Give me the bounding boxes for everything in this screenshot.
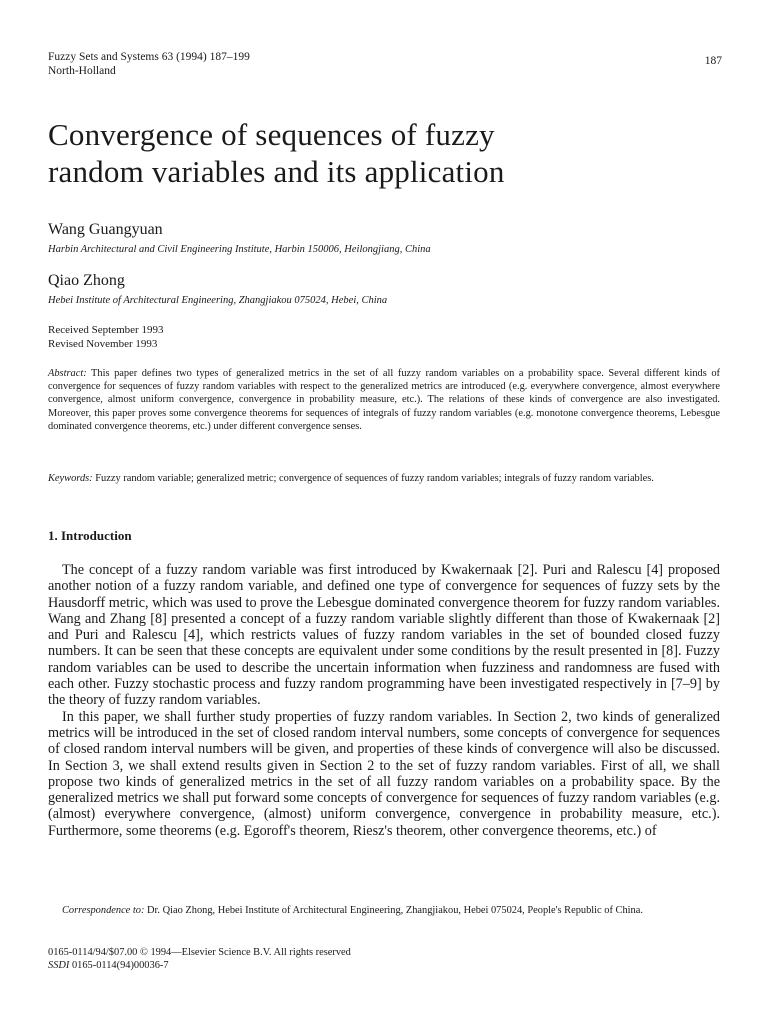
journal-citation: Fuzzy Sets and Systems 63 (1994) 187–199	[48, 51, 250, 63]
abstract	[48, 367, 720, 433]
ssdi-number: 0165-0114(94)00036-7	[71, 960, 169, 972]
ssdi-line	[48, 959, 351, 972]
keywords	[48, 472, 720, 485]
body-paragraph: In this paper, we shall further study properties of fuzzy random variables. In Section 2, two kinds of generalized metrics will be introduced in the set of closed random interval numbers, some concepts of convergence for sequences of closed random interval numbers will be given, and properties of these kinds of convergence will also be discussed. In Section 3, we shall extend results given in Section 2 to the set of fuzzy random variables. First of all, we shall propose two kinds of generalized metrics in the set of all fuzzy random variables on a probability space. By the generalized metrics we shall put forward some concepts of convergence for sequences of fuzzy random variables (e.g. (almost) everywhere convergence, (almost) uniform convergence, convergence in probability measure, etc.). Furthermore, some theorems (e.g. Egoroff's theorem, Riesz's theorem, other convergence theorems, etc.) of	[48, 708, 720, 839]
author-affiliation: Hebei Institute of Architectural Engineering, Zhangjiakou 075024, Hebei, China	[48, 295, 388, 306]
page-number: 187	[704, 55, 722, 67]
author-name: Wang Guangyuan	[48, 221, 163, 238]
paper-title	[48, 116, 708, 190]
abstract-text: This paper defines two types of generalized metrics in the set of all fuzzy random variables on a probability space. Several different kinds of convergence for sequences of fuzzy random variables with respect to the generalized metrics are introduced (e.g. everywhere convergence, almost everywhere convergence, almost uniform convergence, convergence in probability measure, etc.). The relations of these kinds of convergence are also investigated. Moreover, this paper proves some convergence theorems for sequences of integrals of fuzzy random variables (e.g. monotone convergence theorems, Lebesgue dominated convergence theorems, etc.) under different convergence senses.	[48, 368, 720, 432]
body-paragraph: The concept of a fuzzy random variable was first introduced by Kwakernaak [2]. Puri and Ralescu [4] proposed another notion of a fuzzy random variable, and defined one type of convergence for sequences of fuzzy sets by the Hausdorff metric, which was used to prove the Lebesgue dominated convergence theorem for fuzzy random variables. Wang and Zhang [8] presented a concept of a fuzzy random variable slightly different than those of Kwakernaak [2] and Puri and Ralescu [4], which restricts values of fuzzy random variables in the set of bounded closed fuzzy numbers. It can be seen that these concepts are equivalent under some conditions by the result presented in [8]. Fuzzy random variables can be used to describe the uncertain information when fuzziness and randomness are fused with each other. Fuzzy stochastic process and fuzzy random programming have been investigated respectively in [7–9] by the theory of fuzzy random variables.	[48, 562, 720, 709]
title-line-1: Convergence of sequences of fuzzy	[48, 117, 495, 152]
keywords-text: Fuzzy random variable; generalized metric; convergence of sequences of fuzzy random variables; integrals of fuzzy random variables.	[95, 473, 654, 484]
footnote-text: Dr. Qiao Zhong, Hebei Institute of Architectural Engineering, Zhangjiakou, Hebei 075024, People's Republic of China.	[147, 905, 643, 916]
keywords-label: Keywords:	[48, 473, 93, 484]
section-body	[48, 562, 720, 839]
journal-publisher: North-Holland	[48, 65, 116, 77]
section-heading: 1. Introduction	[48, 528, 132, 543]
received-date: Received September 1993	[48, 324, 164, 336]
revised-date: Revised November 1993	[48, 338, 158, 350]
ssdi-label: SSDI	[48, 960, 70, 972]
author-affiliation: Harbin Architectural and Civil Engineering Institute, Harbin 150006, Heilongjiang, China	[48, 244, 431, 255]
abstract-label: Abstract:	[48, 368, 87, 379]
footnote-label: Correspondence to:	[62, 905, 145, 916]
author-name: Qiao Zhong	[48, 272, 125, 289]
correspondence-footnote	[48, 904, 720, 917]
journal-header	[48, 50, 250, 78]
title-line-2: random variables and its application	[48, 154, 505, 189]
copyright-line: 0165-0114/94/$07.00 © 1994—Elsevier Science B.V. All rights reserved	[48, 947, 351, 958]
submission-dates	[48, 323, 163, 351]
copyright-block	[48, 946, 351, 972]
